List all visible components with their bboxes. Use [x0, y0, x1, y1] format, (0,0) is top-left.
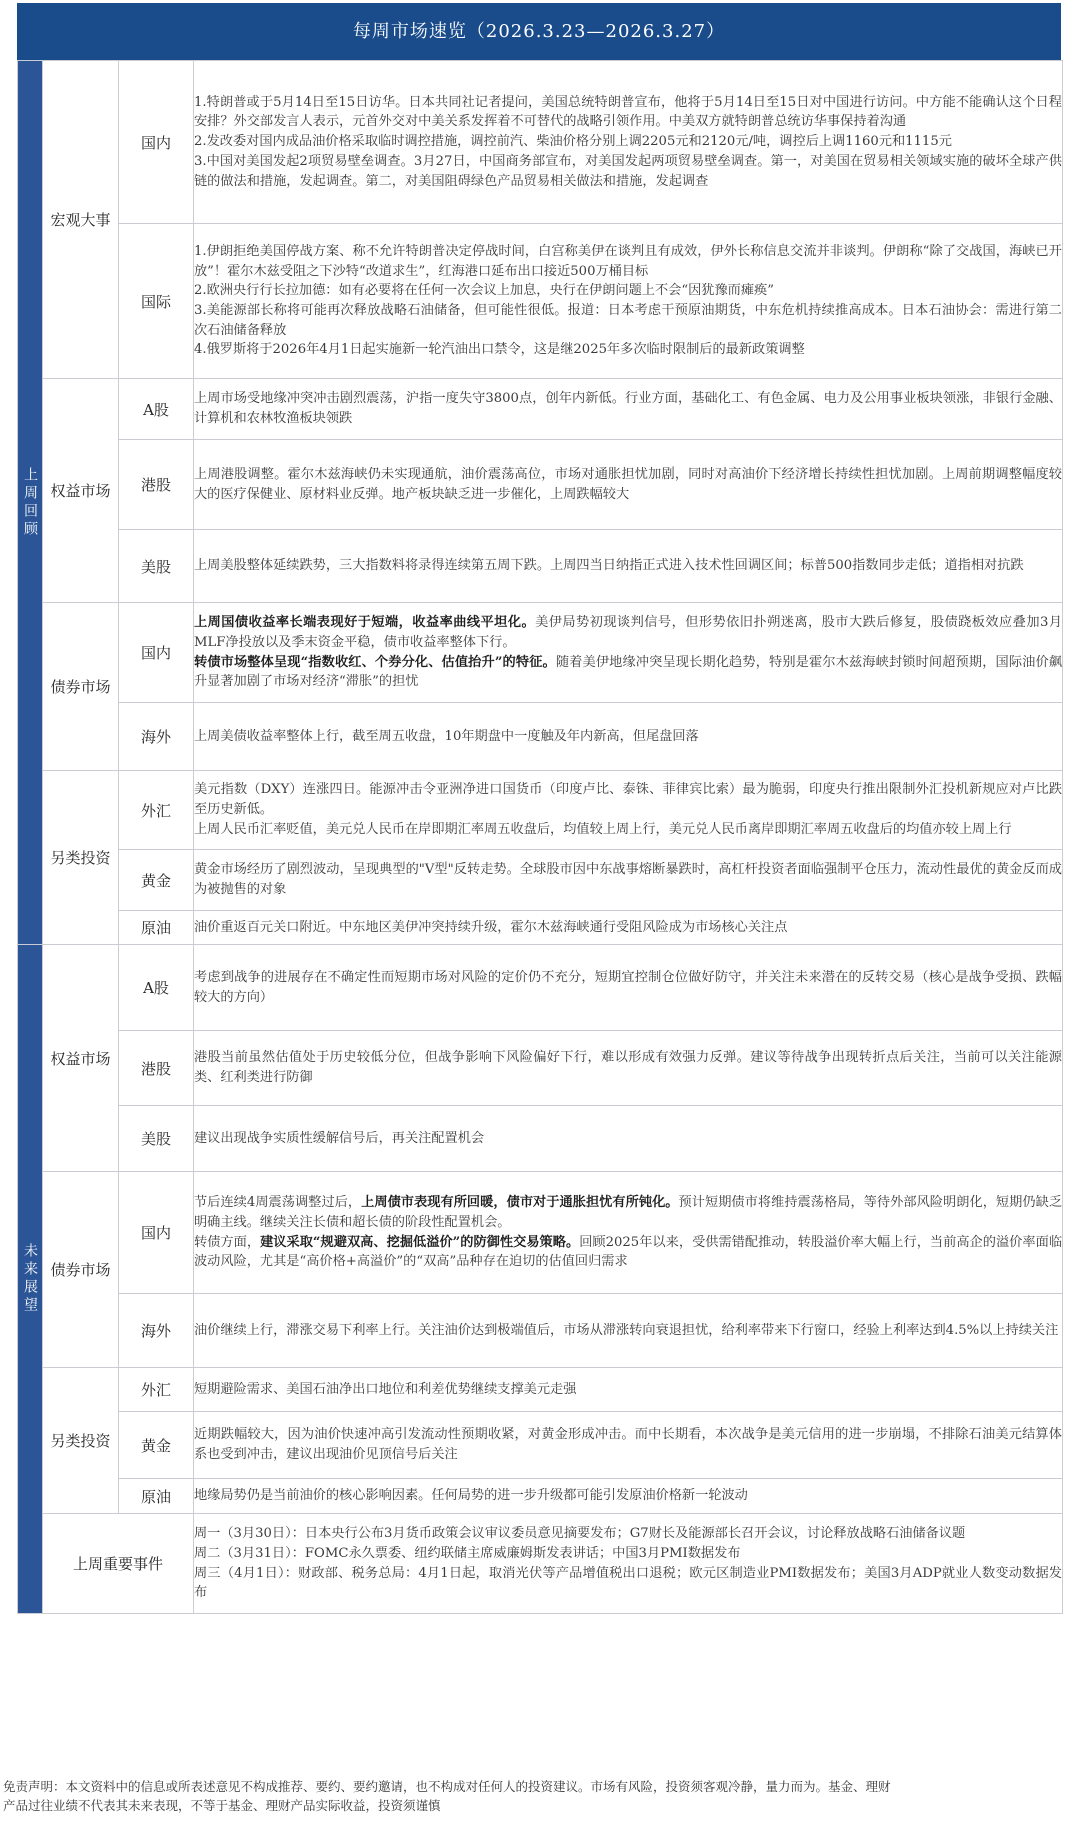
sub-category-label: A股	[119, 945, 194, 1031]
sub-category-label: 海外	[119, 1294, 194, 1368]
table-row	[18, 530, 1063, 603]
category-equity: 权益市场	[43, 379, 119, 603]
sub-category-label: 原油	[119, 911, 194, 945]
sub-category-label: 海外	[119, 703, 194, 771]
sub-category-label: 外汇	[119, 1368, 194, 1412]
sub-category-label: A股	[119, 379, 194, 440]
table-row	[18, 703, 1063, 771]
side-label-review: 上周回顾	[18, 61, 43, 945]
content-cell: 上周港股调整。霍尔木兹海峡仍未实现通航，油价震荡高位，市场对通胀担忧加剧，同时对高油价下经济增长持续性担忧加剧。上周前期调整幅度较大的医疗保健业、原材料业反弹。地产板块缺乏进一步催化，上周跌幅较大	[194, 440, 1063, 530]
table-row	[18, 1479, 1063, 1514]
event-line: 周三（4月1日）：财政部、税务总局：4月1日起，取消光伏等产品增值税出口退税；欧元区制造业PMI数据发布；美国3月ADP就业人数变动数据发布	[194, 1565, 1062, 1601]
content-cell: 上周美债收益率整体上行，截至周五收盘，10年期盘中一度触及年内新高，但尾盘回落	[194, 703, 1063, 771]
content-paragraph: 转债市场整体呈现“指数收红、个券分化、估值抬升”的特征。随着美伊地缘冲突呈现长期化趋势，特别是霍尔木兹海峡封锁时间超预期，国际油价飙升显著加剧了市场对经济“滞胀”的担忧	[194, 654, 1063, 690]
sub-category-label: 港股	[119, 440, 194, 530]
table-row	[18, 771, 1063, 850]
category-bond: 债券市场	[43, 603, 119, 771]
content-cell: 考虑到战争的进展存在不确定性而短期市场对风险的定价仍不充分，短期宜控制仓位做好防守，并关注未来潜在的反转交易（核心是战争受损、跌幅较大的方向）	[194, 945, 1063, 1031]
content-paragraph: 转债方面，建议采取“规避双高、挖掘低溢价”的防御性交易策略。回顾2025年以来，受供需错配推动，转股溢价率大幅上行，当前高企的溢价率面临波动风险，尤其是“高价格+高溢价”的“双高”品种存在迫切的估值回归需求	[194, 1234, 1063, 1270]
content-cell	[194, 1514, 1063, 1614]
content-line: 1.伊朗拒绝美国停战方案、称不允许特朗普决定停战时间，白宫称美伊在谈判且有成效，伊外长称信息交流并非谈判。伊朗称“除了交战国，海峡已开放”！霍尔木兹受阻之下沙特“改道求生”，红海港口延布出口接近500万桶目标	[194, 243, 1062, 279]
table-row	[18, 1172, 1063, 1294]
category-bond-outlook: 债券市场	[43, 1172, 119, 1368]
page-title: 每周市场速览（2026.3.23—2026.3.27）	[17, 3, 1061, 60]
table-row	[18, 603, 1063, 703]
disclaimer-line: 免责声明：本文资料中的信息或所表述意见不构成推荐、要约、要约邀请，也不构成对任何人的投资建议。市场有风险，投资须客观冷静，量力而为。基金、理财	[3, 1779, 891, 1794]
content-cell: 近期跌幅较大，因为油价快速冲高引发流动性预期收紧，对黄金形成冲击。而中长期看，本次战争是美元信用的进一步崩塌，不排除石油美元结算体系也受到冲击，建议出现油价见顶信号后关注	[194, 1412, 1063, 1479]
content-cell: 短期避险需求、美国石油净出口地位和利差优势继续支撑美元走强	[194, 1368, 1063, 1412]
content-line: 2.发改委对国内成品油价格采取临时调控措施，调控前汽、柴油价格分别上调2205元和2120元/吨，调控后上调1160元和1115元	[194, 134, 952, 150]
disclaimer	[3, 1777, 1075, 1815]
content-cell: 港股当前虽然估值处于历史较低分位，但战争影响下风险偏好下行，难以形成有效强力反弹。建议等待战争出现转折点后关注，当前可以关注能源类、红利类进行防御	[194, 1031, 1063, 1106]
content-paragraph: 上周国债收益率长端表现好于短端，收益率曲线平坦化。美伊局势初现谈判信号，但形势依旧扑朔迷离，股市大跌后修复，股债跷板效应叠加3月MLF净投放以及季末资金平稳，债市收益率整体下行。	[194, 615, 1063, 650]
content-cell: 上周美股整体延续跌势，三大指数料将录得连续第五周下跌。上周四当日纳指正式进入技术性回调区间；标普500指数同步走低；道指相对抗跌	[194, 530, 1063, 603]
content-cell	[194, 1172, 1063, 1294]
table-row	[18, 1514, 1063, 1614]
table-row	[18, 1368, 1063, 1412]
content-cell: 油价重返百元关口附近。中东地区美伊冲突持续升级，霍尔木兹海峡通行受阻风险成为市场核心关注点	[194, 911, 1063, 945]
content-line: 4.俄罗斯将于2026年4月1日起实施新一轮汽油出口禁令，这是继2025年多次临时限制后的最新政策调整	[194, 342, 805, 358]
table-row	[18, 1031, 1063, 1106]
content-cell	[194, 771, 1063, 850]
content-line: 上周人民币汇率贬值，美元兑人民币在岸即期汇率周五收盘后，均值较上周上行，美元兑人民币离岸即期汇率周五收盘后的均值亦较上周上行	[194, 821, 1012, 837]
sub-category-label: 美股	[119, 530, 194, 603]
disclaimer-line: 产品过往业绩不代表其未来表现，不等于基金、理财产品实际收益，投资须谨慎	[3, 1798, 441, 1813]
table-row	[18, 850, 1063, 911]
table-row	[18, 1412, 1063, 1479]
content-cell	[194, 224, 1063, 379]
category-macro: 宏观大事	[43, 61, 119, 379]
content-cell: 黄金市场经历了剧烈波动，呈现典型的"V型"反转走势。全球股市因中东战事熔断暴跌时，高杠杆投资者面临强制平仓压力，流动性最优的黄金反而成为被抛售的对象	[194, 850, 1063, 911]
table-row	[18, 1294, 1063, 1368]
side-label-outlook: 未来展望	[18, 945, 43, 1614]
category-alt-outlook: 另类投资	[43, 1368, 119, 1514]
sub-category-label: 黄金	[119, 850, 194, 911]
content-line: 3.中国对美国发起2项贸易壁垒调查。3月27日，中国商务部宣布，对美国发起两项贸易壁垒调查。第一，对美国在贸易相关领域实施的破坏全球产供链的做法和措施，发起调查。第二，对美国阻碍绿色产品贸易相关做法和措施，发起调查	[194, 153, 1062, 189]
sub-category-label: 原油	[119, 1479, 194, 1514]
summary-table	[17, 60, 1063, 1614]
content-line: 美元指数（DXY）连涨四日。能源冲击令亚洲净进口国货币（印度卢比、泰铢、菲律宾比索）最为脆弱，印度央行推出限制外汇投机新规应对卢比跌至历史新低。	[194, 782, 1062, 818]
category-equity-outlook: 权益市场	[43, 945, 119, 1172]
sub-category-label: 国内	[119, 603, 194, 703]
category-events: 上周重要事件	[43, 1514, 194, 1614]
table-row	[18, 61, 1063, 224]
content-line: 3.美能源部长称将可能再次释放战略石油储备，但可能性很低。报道：日本考虑干预原油期货，中东危机持续推高成本。日本石油协会：需进行第二次石油储备释放	[194, 303, 1062, 338]
sub-category-label: 外汇	[119, 771, 194, 850]
table-row	[18, 911, 1063, 945]
event-line: 周二（3月31日）：FOMC永久票委、纽约联储主席威廉姆斯发表讲话；中国3月PMI数据发布	[194, 1545, 741, 1561]
content-line: 2.欧洲央行行长拉加德：如有必要将在任何一次会议上加息，央行在伊朗问题上不会“因犹豫而瘫痪”	[194, 283, 774, 299]
content-cell: 建议出现战争实质性缓解信号后，再关注配置机会	[194, 1106, 1063, 1172]
content-cell: 地缘局势仍是当前油价的核心影响因素。任何局势的进一步升级都可能引发原油价格新一轮波动	[194, 1479, 1063, 1514]
sub-category-label: 美股	[119, 1106, 194, 1172]
content-cell: 油价继续上行，滞涨交易下利率上行。关注油价达到极端值后，市场从滞涨转向衰退担忧，给利率带来下行窗口，经验上利率达到4.5%以上持续关注	[194, 1294, 1063, 1368]
event-line: 周一（3月30日）：日本央行公布3月货币政策会议审议委员意见摘要发布；G7财长及能源部长召开会议，讨论释放战略石油储备议题	[194, 1526, 966, 1542]
table-row	[18, 440, 1063, 530]
content-line: 1.特朗普或于5月14日至15日访华。日本共同社记者提问，美国总统特朗普宣布，他将于5月14日至15日对中国进行访问。中方能不能确认这个日程安排？外交部发言人表示，元首外交对中美关系发挥着不可替代的战略引领作用。中美双方就特朗普总统访华事保持着沟通	[194, 94, 1062, 130]
sub-category-label: 国际	[119, 224, 194, 379]
sub-category-label: 黄金	[119, 1412, 194, 1479]
sub-category-label: 国内	[119, 1172, 194, 1294]
content-cell	[194, 61, 1063, 224]
sub-category-label: 国内	[119, 61, 194, 224]
table-row	[18, 379, 1063, 440]
table-row	[18, 945, 1063, 1031]
sub-category-label: 港股	[119, 1031, 194, 1106]
content-cell: 上周市场受地缘冲突冲击剧烈震荡，沪指一度失守3800点，创年内新低。行业方面，基础化工、有色金属、电力及公用事业板块领涨，非银行金融、计算机和农林牧渔板块领跌	[194, 379, 1063, 440]
category-alt: 另类投资	[43, 771, 119, 945]
table-row	[18, 1106, 1063, 1172]
content-paragraph: 节后连续4周震荡调整过后，上周债市表现有所回暖，债市对于通胀担忧有所钝化。预计短期债市将维持震荡格局，等待外部风险明朗化，短期仍缺乏明确主线。继续关注长债和超长债的阶段性配置机会。	[194, 1195, 1063, 1230]
content-cell	[194, 603, 1063, 703]
table-row	[18, 224, 1063, 379]
